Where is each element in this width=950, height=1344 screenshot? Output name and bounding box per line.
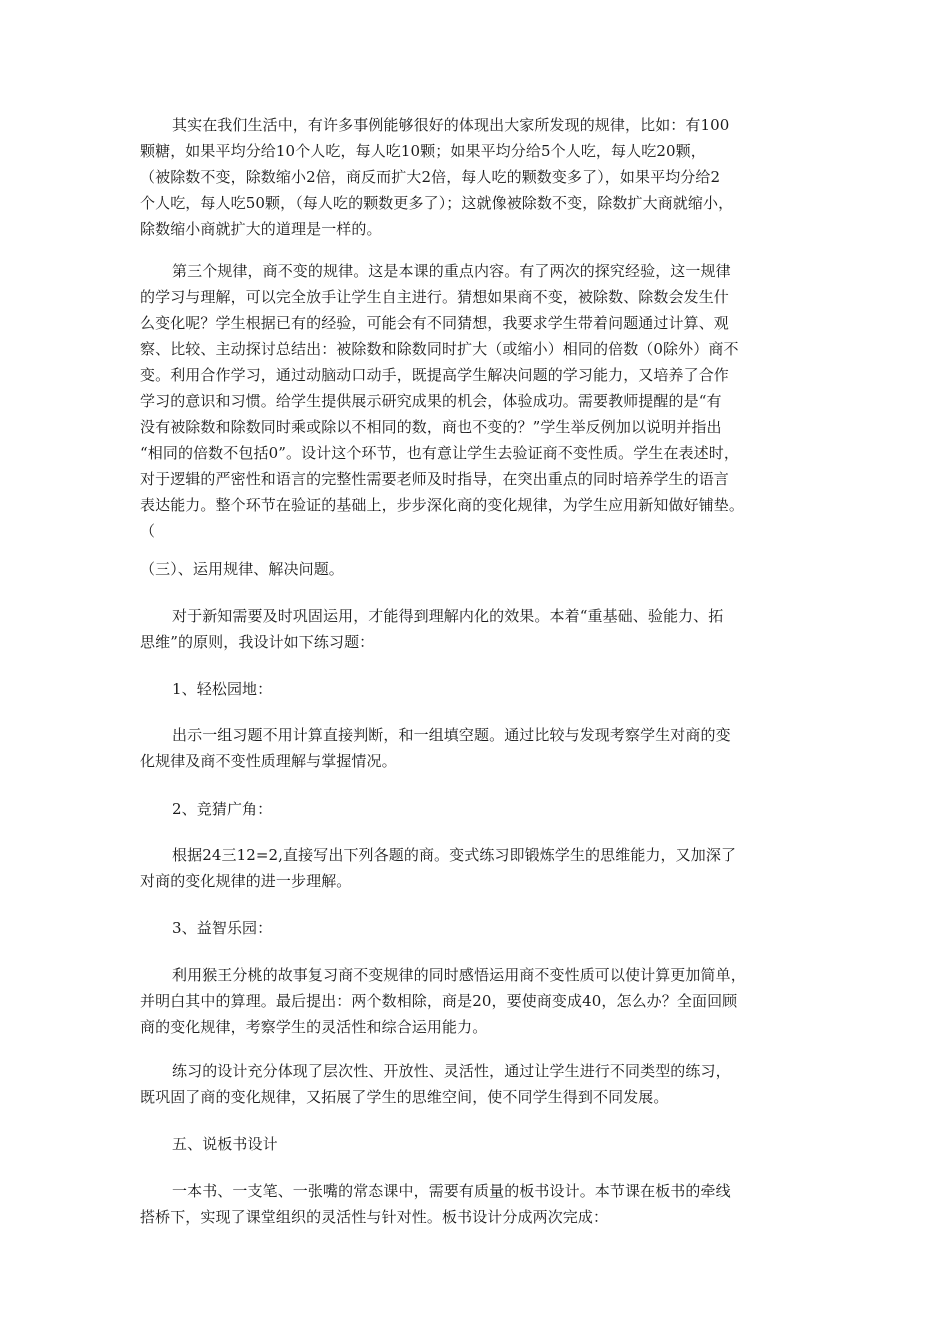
text-line: （	[140, 522, 156, 540]
heading-line: 3、益智乐园：	[172, 919, 273, 937]
section-heading-board-design	[140, 1131, 830, 1157]
text-line: 第三个规律，商不变的规律。这是本课的重点内容。有了两次的探究经验，这一规律	[172, 262, 731, 280]
text-line: 察、比较、主动探讨总结出：被除数和除数同时扩大（或缩小）相同的倍数（0除外）商不	[140, 340, 739, 358]
text-line: 利用猴王分桃的故事复习商不变规律的同时感悟运用商不变性质可以使计算更加简单，	[172, 966, 746, 984]
paragraph-third-rule	[140, 258, 830, 544]
paragraph-item-2	[140, 842, 830, 894]
text-line: 学习的意识和习惯。给学生提供展示研究成果的机会，体验成功。需要教师提醒的是“有	[140, 392, 722, 410]
text-line: 对于新知需要及时巩固运用，才能得到理解内化的效果。本着“重基础、验能力、拓	[172, 607, 724, 625]
item-heading-3	[140, 915, 830, 941]
text-line: 根据24三12=2,直接写出下列各题的商。变式练习即锻炼学生的思维能力，又加深了	[172, 846, 737, 864]
text-line: 除数缩小商就扩大的道理是一样的。	[140, 220, 382, 238]
text-line: 没有被除数和除数同时乘或除以不相同的数，商也不变的？”学生举反例加以说明并指出	[140, 418, 722, 436]
text-line: 练习的设计充分体现了层次性、开放性、灵活性，通过让学生进行不同类型的练习，	[172, 1062, 731, 1080]
text-line: 化规律及商不变性质理解与掌握情况。	[140, 752, 397, 770]
text-line: 思维”的原则，我设计如下练习题：	[140, 633, 375, 651]
paragraph-item-1	[140, 722, 830, 774]
section-heading-apply-rules	[140, 556, 830, 582]
paragraph-board-design	[140, 1178, 830, 1230]
heading-line: 2、竞猜广角：	[172, 800, 273, 818]
text-line: 既巩固了商的变化规律，又拓展了学生的思维空间，使不同学生得到不同发展。	[140, 1088, 669, 1106]
paragraph-practice-intro	[140, 603, 830, 655]
text-line: 商的变化规律，考察学生的灵活性和综合运用能力。	[140, 1018, 488, 1036]
heading-line: 1、轻松园地：	[172, 680, 273, 698]
text-line: （被除数不变，除数缩小2倍，商反而扩大2倍，每人吃的颗数变多了），如果平均分给2	[140, 168, 721, 186]
text-line: 并明白其中的算理。最后提出：两个数相除，商是20，要使商变成40，怎么办？全面回顾	[140, 992, 738, 1010]
text-line: 出示一组习题不用计算直接判断，和一组填空题。通过比较与发现考察学生对商的变	[172, 726, 731, 744]
item-heading-1	[140, 676, 830, 702]
text-line: 的学习与理解，可以完全放手让学生自主进行。猜想如果商不变，被除数、除数会发生什	[140, 288, 729, 306]
text-line: 对商的变化规律的进一步理解。	[140, 872, 352, 890]
heading-line: 五、说板书设计	[172, 1135, 278, 1153]
text-line: 么变化呢？学生根据已有的经验，可能会有不同猜想，我要求学生带着问题通过计算、观	[140, 314, 729, 332]
item-heading-2	[140, 796, 830, 822]
text-line: 颗糖，如果平均分给10个人吃，每人吃10颗；如果平均分给5个人吃，每人吃20颗，	[140, 142, 706, 160]
text-line: 变。利用合作学习，通过动脑动口动手，既提高学生解决问题的学习能力，又培养了合作	[140, 366, 729, 384]
text-line: 对于逻辑的严密性和语言的完整性需要老师及时指导，在突出重点的同时培养学生的语言	[140, 470, 729, 488]
heading-line: （三）、运用规律、解决问题。	[140, 560, 344, 578]
text-line: 表达能力。整个环节在验证的基础上，步步深化商的变化规律，为学生应用新知做好铺垫。	[140, 496, 745, 514]
text-line: 个人吃，每人吃50颗，（每人吃的颗数更多了）；这就像被除数不变，除数扩大商就缩小，	[140, 194, 734, 212]
text-line: 搭桥下，实现了课堂组织的灵活性与针对性。板书设计分成两次完成：	[140, 1208, 609, 1226]
text-line: “相同的倍数不包括0”。设计这个环节，也有意让学生去验证商不变性质。学生在表述时，	[140, 444, 739, 462]
paragraph-examples	[140, 112, 830, 242]
text-line: 其实在我们生活中，有许多事例能够很好的体现出大家所发现的规律，比如：有100	[172, 116, 730, 134]
paragraph-practice-summary	[140, 1058, 830, 1110]
paragraph-item-3	[140, 962, 830, 1040]
text-line: 一本书、一支笔、一张嘴的常态课中，需要有质量的板书设计。本节课在板书的牵线	[172, 1182, 731, 1200]
